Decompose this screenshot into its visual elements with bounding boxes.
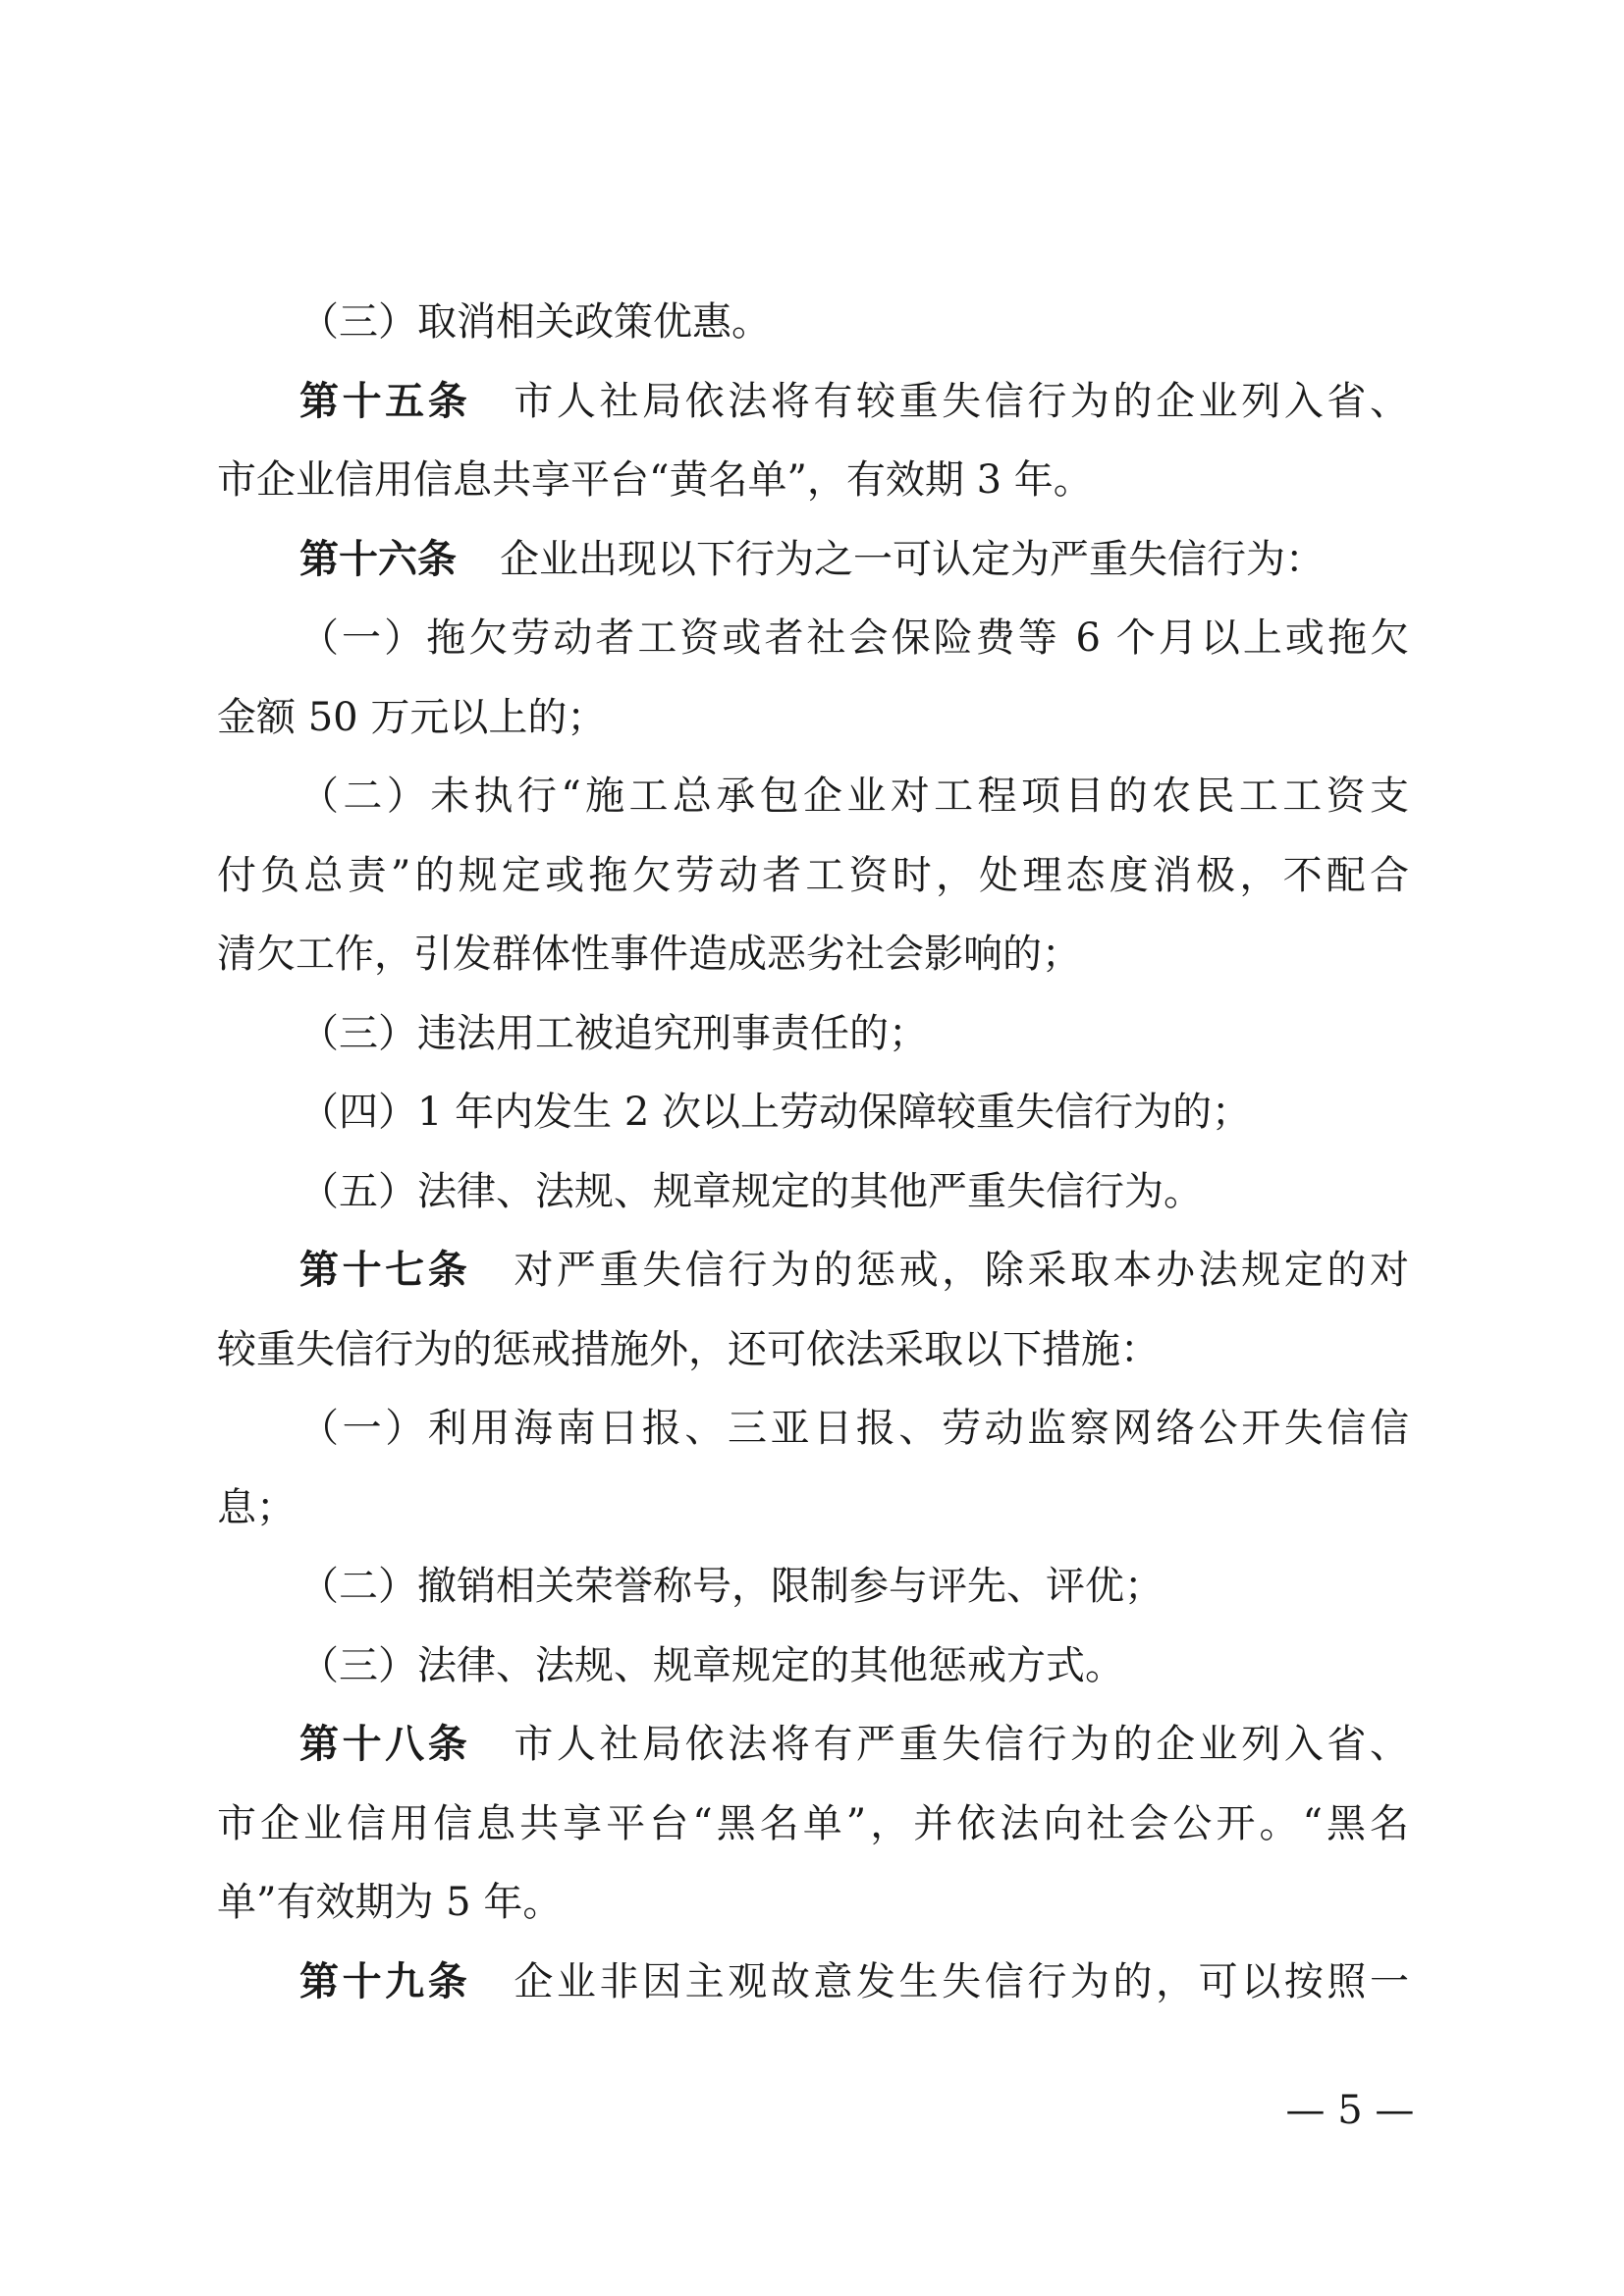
line-text: （一）利用海南日报、三亚日报、劳动监察网络公开失信信 <box>299 1406 1409 1451</box>
text-line <box>217 283 1409 362</box>
article-label: 第十六条 <box>299 536 457 582</box>
line-text: （二）撤销相关荣誉称号，限制参与评先、评优； <box>299 1564 1164 1609</box>
line-text: 对严重失信行为的惩戒，除采取本办法规定的对 <box>514 1248 1409 1293</box>
line-text: 企业非因主观故意发生失信行为的，可以按照一 <box>514 1958 1409 2004</box>
line-text: （五）法律、法规、规章规定的其他严重失信行为。 <box>299 1168 1203 1214</box>
text-line <box>217 1863 1409 1943</box>
line-text: （二）未执行“施工总承包企业对工程项目的农民工工资支 <box>299 774 1409 819</box>
line-text: 市企业信用信息共享平台“黄名单”，有效期 3 年。 <box>217 457 1093 503</box>
text-line <box>217 1468 1409 1548</box>
page-number: — 5 — <box>1285 2088 1415 2133</box>
article-label: 第十七条 <box>299 1248 471 1293</box>
article-line <box>217 1943 1409 2022</box>
line-text: 单”有效期为 5 年。 <box>217 1880 563 1925</box>
text-line <box>217 1389 1409 1468</box>
line-text: 市人社局依法将有较重失信行为的企业列入省、 <box>514 378 1409 424</box>
line-text: 付负总责”的规定或拖欠劳动者工资时，处理态度消极，不配合 <box>217 852 1409 898</box>
article-label: 第十九条 <box>299 1958 471 2004</box>
line-text: 市企业信用信息共享平台“黑名单”，并依法向社会公开。“黑名 <box>217 1800 1409 1846</box>
text-line <box>217 1627 1409 1706</box>
line-text: 较重失信行为的惩戒措施外，还可依法采取以下措施： <box>217 1326 1160 1372</box>
article-label: 第十八条 <box>299 1722 471 1767</box>
text-line <box>217 836 1409 916</box>
article-line <box>217 1705 1409 1785</box>
article-line <box>217 362 1409 442</box>
document-body <box>217 283 1409 2021</box>
article-line <box>217 520 1409 600</box>
text-line <box>217 599 1409 678</box>
text-line <box>217 1310 1409 1390</box>
line-text: （三）法律、法规、规章规定的其他惩戒方式。 <box>299 1642 1124 1688</box>
text-line <box>217 915 1409 994</box>
line-text: 息； <box>217 1484 296 1530</box>
line-text: 清欠工作，引发群体性事件造成恶劣社会影响的； <box>217 932 1081 977</box>
article-label: 第十五条 <box>299 378 471 424</box>
line-text: （一）拖欠劳动者工资或者社会保险费等 6 个月以上或拖欠 <box>299 615 1409 661</box>
text-line <box>217 757 1409 836</box>
text-line <box>217 1073 1409 1152</box>
text-line <box>217 678 1409 758</box>
text-line <box>217 1547 1409 1627</box>
line-text: （四）1 年内发生 2 次以上劳动保障较重失信行为的； <box>299 1090 1252 1135</box>
article-line <box>217 1231 1409 1310</box>
line-text: （三）取消相关政策优惠。 <box>299 299 771 345</box>
text-line <box>217 994 1409 1074</box>
line-text: （三）违法用工被追究刑事责任的； <box>299 1010 928 1056</box>
line-text: 企业出现以下行为之一可认定为严重失信行为： <box>500 536 1325 582</box>
line-text: 市人社局依法将有严重失信行为的企业列入省、 <box>514 1722 1409 1767</box>
text-line <box>217 1785 1409 1864</box>
text-line <box>217 1152 1409 1232</box>
text-line <box>217 441 1409 520</box>
line-text: 金额 50 万元以上的； <box>217 694 607 740</box>
